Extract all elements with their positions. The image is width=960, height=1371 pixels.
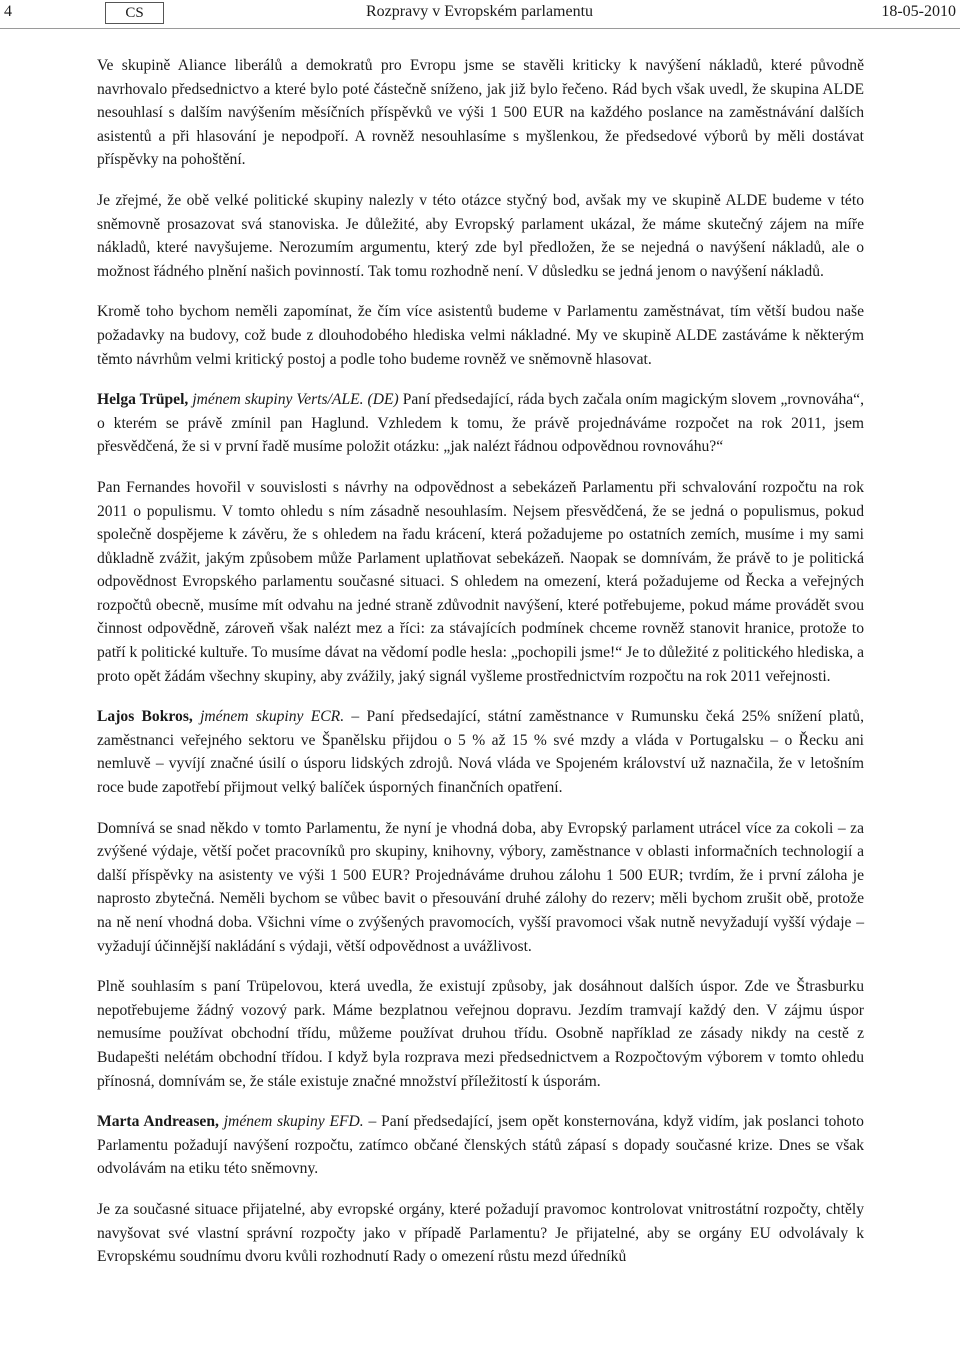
- paragraph: Pan Fernandes hovořil v souvislosti s návrhy na odpovědnost a sebekázeň Parlamentu při schvalování rozpočtu na rok 2011 o populismu. V tomto ohledu s ním zásadně nesouhlasím. Nejsem přesvědčená, že se jedná o populismus, pokud společně dospějeme k závěru, že s ohledem na řadu krácení, která požadujeme po ostatních zemích, musíme i my sami důkladně zvážit, jakým způsobem může Parlament uplatňovat sebekázeň. Naopak se domnívám, že právě to je politická odpovědnost Evropského parlamentu současné situaci. S ohledem na omezení, která požadujeme od Řecka a veřejných rozpočtů obecně, musíme mít odvahu na jedné straně zdůvodnit navýšení, které potřebujeme, pokud máme provádět svou činnost odpovědně, zároveň však nalézt mez a říci: za stávajících podmínek chceme rovněž stanovit hranice, protože to patří k politické kultuře. To musíme dávat na vědomí podle hesla: „pochopili jsme!“ Je to důležité z politického hlediska, a proto opět žádám všechny skupiny, aby zvážily, jaký signál vyšleme prostřednictvím rozpočtu na rok 2011 veřejnosti.: [97, 478, 864, 685]
- page-content: [97, 54, 864, 1286]
- running-title: Rozpravy v Evropském parlamentu: [366, 3, 594, 20]
- page-header: [0, 0, 960, 29]
- speaker-name: Lajos Bokros,: [97, 708, 193, 726]
- speech-text: Paní předsedající, ráda bych začala oním magickým slovem „rovnováha“, o kterém se právě zmínil pan Haglund. Vzhledem k tomu, že právě projednáváme rozpočet na rok 2011, jsem přesvědčená, že si v první řadě musíme položit otázku: „jak nalézt řádnou odpovědnou rovnováhu?“: [97, 391, 865, 456]
- speech-text: – Paní předsedající, jsem opět konsternována, když vidím, jak poslanci tohoto Parlamentu požadují navýšení rozpočtu, zatímco občané členských států zápasí s dopady současné krize. Dnes se však odvolávám na etiku této sněmovny.: [97, 1113, 864, 1178]
- header-date: 18-05-2010: [881, 3, 956, 20]
- speech-intro-andreasen: [97, 1110, 864, 1181]
- speech-intro-bokros: [97, 705, 864, 799]
- paragraph: Je zřejmé, že obě velké politické skupiny nalezly v této otázce styčný bod, avšak my ve skupině ALDE budeme v této sněmovně prosazovat svá stanoviska. Je důležité, aby Evropský parlament ukázal, že máme skutečný zájem na míře nákladů, které navyšujeme. Nerozumím argumentu, který zde byl předložen, že se nejedná o navýšení nákladů, ale o možnost řádného plnění našich povinností. Tak tomu rozhodně není. V důsledku se jedná jenom o navýšení nákladů.: [97, 191, 864, 280]
- speech-intro-trupel: [97, 388, 864, 459]
- paragraph: Ve skupině Aliance liberálů a demokratů pro Evropu jsme se stavěli kriticky k navýšení nákladů, které původně navrhovalo předsednictvo a které bylo poté částečně sníženo, jak již bylo řečeno. Rád bych však uvedl, že skupina ALDE nesouhlasí s dalším navýšením měsíčních příspěvků ve výši 1 500 EUR na každého poslance na zaměstnávání dalších asistentů a při hlasování je nepodpoří. A rovněž nesouhlasíme s myšlenkou, že předsedové výborů by měli dostávat příspěvky na pohoštění.: [97, 57, 864, 169]
- speaker-name: Marta Andreasen,: [97, 1113, 219, 1131]
- speaker-name: Helga Trüpel,: [97, 391, 189, 409]
- paragraph: Domnívá se snad někdo v tomto Parlamentu, že nyní je vhodná doba, aby Evropský parlament utrácel více za cokoli – za zvýšené výdaje, větší počet pracovníků pro skupiny, knihovny, výbory, zaměstnance v oblasti informačních technologií a další příspěvky na asistenty ve výši 1 500 EUR? Projednáváme druhou zálohu 1 500 EUR; tvrdím, že i první záloha je naprosto zbytečná. Neměli bychom se vůbec bavit o přesouvání druhé zálohy do rezerv; měli bychom zrušit obě, protože na ně není vhodná doba. Všichni víme o zvýšených pravomocích, vyšší pravomoci však nutně nevyžadují vyšší výdaje – vyžadují účinnější nakládání s výdaji, větší odpovědnost a uvážlivost.: [97, 819, 864, 955]
- speech-language: (DE): [367, 391, 399, 409]
- speaker-affiliation: jménem skupiny ECR.: [200, 708, 345, 726]
- paragraph: Kromě toho bychom neměli zapomínat, že čím více asistentů budeme v Parlamentu zaměstnávat, tím větší budou naše požadavky na budovy, což bude z dlouhodobého hlediska velmi nákladné. My ve skupině ALDE zastáváme k některým těmto návrhům velmi kritický postoj a podle toho budeme rovněž ve sněmovně hlasovat.: [97, 303, 864, 368]
- speaker-affiliation: jménem skupiny EFD.: [223, 1113, 364, 1131]
- page-number: 4: [4, 3, 12, 20]
- paragraph: Je za současné situace přijatelné, aby evropské orgány, které požadují pravomoc kontrolovat vnitrostátní rozpočty, chtěly navyšovat své vlastní správní rozpočty jako v případě Parlamentu? Je přijatelné, aby se orgány EU odvolávaly k Evropskému soudnímu dvoru kvůli rozhodnutí Rady o omezení růstu mezd úředníků: [97, 1200, 864, 1266]
- language-code-box: CS: [105, 2, 164, 24]
- paragraph: Plně souhlasím s paní Trüpelovou, která uvedla, že existují způsoby, jak dosáhnout dalších úspor. Zde ve Štrasburku nepotřebujeme žádný vozový park. Máme bezplatnou veřejnou dopravu. Jezdím tramvají každý den. V zájmu úspor nemusíme používat obchodní třídu, můžeme používat druhou třídu. Osobně například ze zásady nikdy na cestě z Budapešti nelétám obchodní třídou. I když byla rozprava mezi předsednictvem a Rozpočtovým výborem v tomto ohledu přínosná, domnívám se, že stále existuje značné množství příležitostí k úsporám.: [97, 978, 864, 1090]
- speech-text: – Paní předsedající, státní zaměstnance v Rumunsku čeká 25% snížení platů, zaměstnanci veřejného sektoru ve Španělsku přijdou o 5 % až 15 % své mzdy a vláda v Portugalsku – o Řecku ani nemluvě – vyvíjí značné úsilí o úsporu lidských zdrojů. Nová vláda ve Spojeném království už naznačila, že v letošním roce bude zapotřebí přijmout velký balíček úsporných finančních opatření.: [97, 708, 864, 797]
- speaker-affiliation: jménem skupiny Verts/ALE.: [192, 391, 364, 409]
